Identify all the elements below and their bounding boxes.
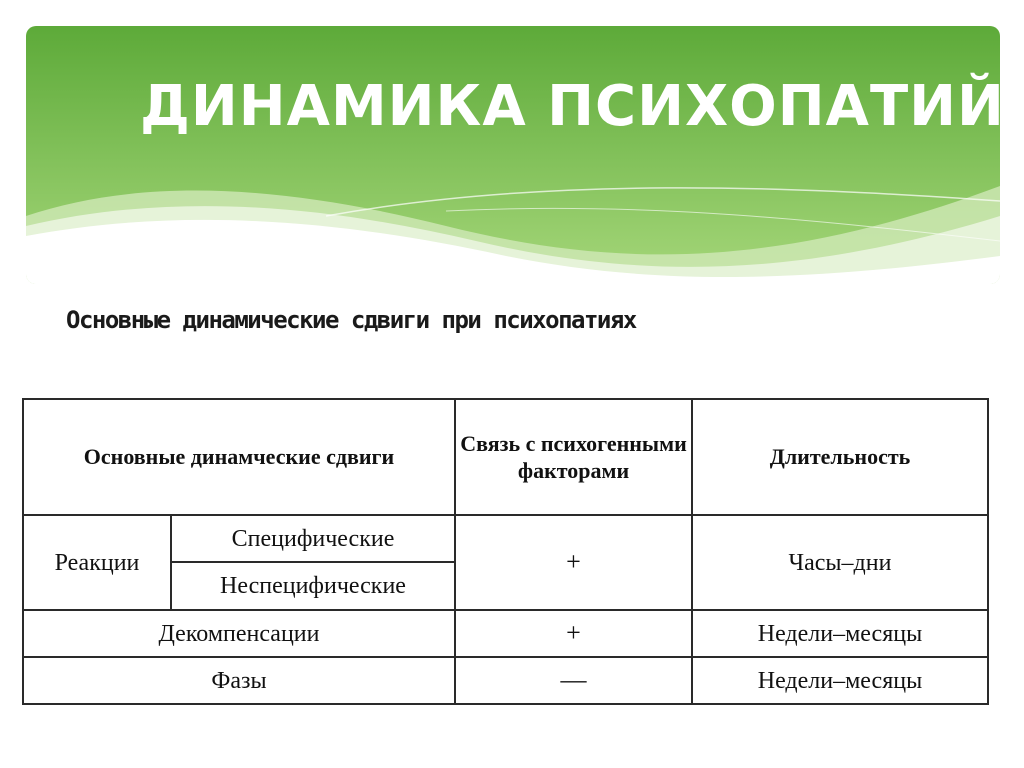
cell-specific: Специфические	[171, 515, 455, 562]
header-duration: Длительность	[692, 399, 988, 515]
table-caption: Основные динамические сдвиги при психопатиях	[66, 306, 636, 334]
cell-decomp-duration: Недели–месяцы	[692, 610, 988, 657]
page-title: ДИНАМИКА ПСИХОПАТИЙ	[140, 74, 1005, 139]
cell-reactions-duration: Часы–дни	[692, 515, 988, 610]
cell-phases: Фазы	[23, 657, 455, 704]
table-header-row	[23, 399, 988, 515]
banner-background	[26, 26, 1000, 284]
header-shift: Основные динамческие сдвиги	[23, 399, 455, 515]
cell-phases-link: —	[455, 657, 692, 704]
table-row	[23, 610, 988, 657]
table-row	[23, 515, 988, 562]
cell-nonspecific: Неспецифические	[171, 562, 455, 610]
cell-reactions-link: +	[455, 515, 692, 610]
cell-reactions: Реакции	[23, 515, 171, 610]
title-banner	[26, 26, 1000, 284]
header-link: Связь с психогенными факторами	[455, 399, 692, 515]
cell-decomp: Декомпенсации	[23, 610, 455, 657]
cell-phases-duration: Недели–месяцы	[692, 657, 988, 704]
table-row	[23, 657, 988, 704]
cell-decomp-link: +	[455, 610, 692, 657]
dynamics-table	[22, 398, 989, 705]
